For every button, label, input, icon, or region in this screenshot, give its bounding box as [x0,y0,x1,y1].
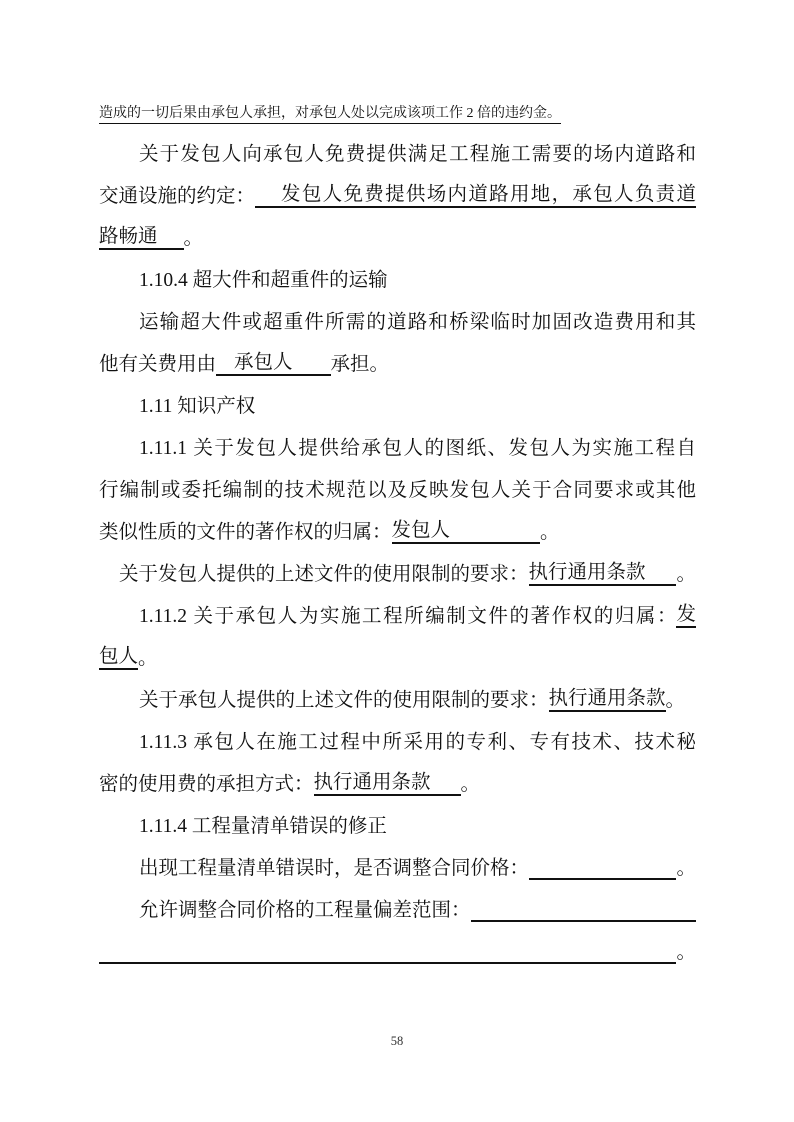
clause-heading [99,376,696,418]
blank-line [646,584,677,586]
clause-text: 他有关费用由 [99,354,217,375]
blank-line [450,542,540,544]
clause-text: 。 [540,522,560,543]
contract-clause-line [99,166,696,208]
contract-clause-line [99,334,696,376]
clause-text: 关于发包人向承包人免费提供满足工程施工需要的场内道路和 [139,144,696,165]
clause-text: 出现工程量清单错误时，是否调整合同价格： [139,858,530,879]
contract-clause-line [99,460,696,502]
clause-text: 。 [676,564,696,585]
clause-text: 。 [460,774,481,795]
clause-text: 密的使用费的承担方式： [99,774,314,795]
clause-text: 1.11.2 关于承包人为实施工程所编制文件的著作权的归属： [139,606,677,627]
blank-line [293,374,331,376]
blank-line [431,794,461,796]
clause-text: 行编制或委托编制的技术规范以及反映发包人关于合同要求或其他 [99,480,696,501]
clause-text: 交通设施的约定： [99,186,256,207]
filled-blank-value: 发 [676,603,696,628]
blank-line [158,248,184,250]
contract-clause-line [99,628,696,670]
contract-clause-line [99,292,696,334]
filled-blank-value: 执行通用条款 [529,561,646,586]
clause-text: 。 [665,690,686,711]
filled-blank-value: 承包人 [234,351,293,376]
clause-text: 。 [138,648,158,669]
clause-text: 。 [676,858,696,879]
page-number: 58 [390,1034,404,1048]
blank-line [471,920,696,922]
contract-clause-line [99,586,696,628]
clause-text: 运输超大件或超重件所需的道路和桥梁临时加固改造费用和其 [139,312,696,333]
clause-heading-text: 1.11.4 工程量清单错误的修正 [139,816,387,837]
clause-text: 类似性质的文件的著作权的归属： [99,522,392,543]
filled-blank-value: 执行通用条款 [314,771,431,796]
blank-line [216,374,234,376]
contract-clause-line [99,922,696,964]
contract-clause-line [99,124,696,166]
clause-text: 1.11.1 关于发包人提供给承包人的图纸、发包人为实施工程自 [139,438,696,459]
underlined-clause-text: 造成的一切后果由承包人承担，对承包人处以完成该项工作 2 倍的违约金。 [99,106,561,124]
contract-clause-line [99,838,696,880]
blank-line [99,962,676,964]
contract-clause-line [99,712,696,754]
filled-blank-value: 发包人 [392,519,451,544]
clause-heading-text: 1.10.4 超大件和超重件的运输 [139,270,388,291]
clause-text: 承担。 [330,354,390,375]
clause-text: 关于发包人提供的上述文件的使用限制的要求： [119,564,529,585]
filled-blank-value: 发包人免费提供场内道路用地，承包人负责道 [281,183,696,208]
clause-heading-text: 1.11 知识产权 [139,396,256,417]
clause-text: 允许调整合同价格的工程量偏差范围： [139,900,471,921]
contract-clause-line [99,418,696,460]
clause-text: 。 [183,228,204,249]
contract-clause-line [99,208,696,250]
contract-clause-line [99,544,696,586]
contract-clause-line [99,670,696,712]
clause-heading [99,250,696,292]
contract-clause-line [99,84,696,124]
contract-clause-line [99,502,696,544]
clause-heading [99,796,696,838]
filled-blank-value: 包人 [99,645,138,670]
blank-line [529,878,676,880]
blank-line [255,206,281,208]
clause-text: 1.11.3 承包人在施工过程中所采用的专利、专有技术、技术秘 [139,732,696,753]
filled-blank-value: 路畅通 [99,225,158,250]
contract-clause-line [99,754,696,796]
filled-blank-value: 执行通用条款 [549,687,666,712]
clause-text: 关于承包人提供的上述文件的使用限制的要求： [139,690,549,711]
contract-clause-line [99,880,696,922]
clause-text: 。 [676,942,696,963]
